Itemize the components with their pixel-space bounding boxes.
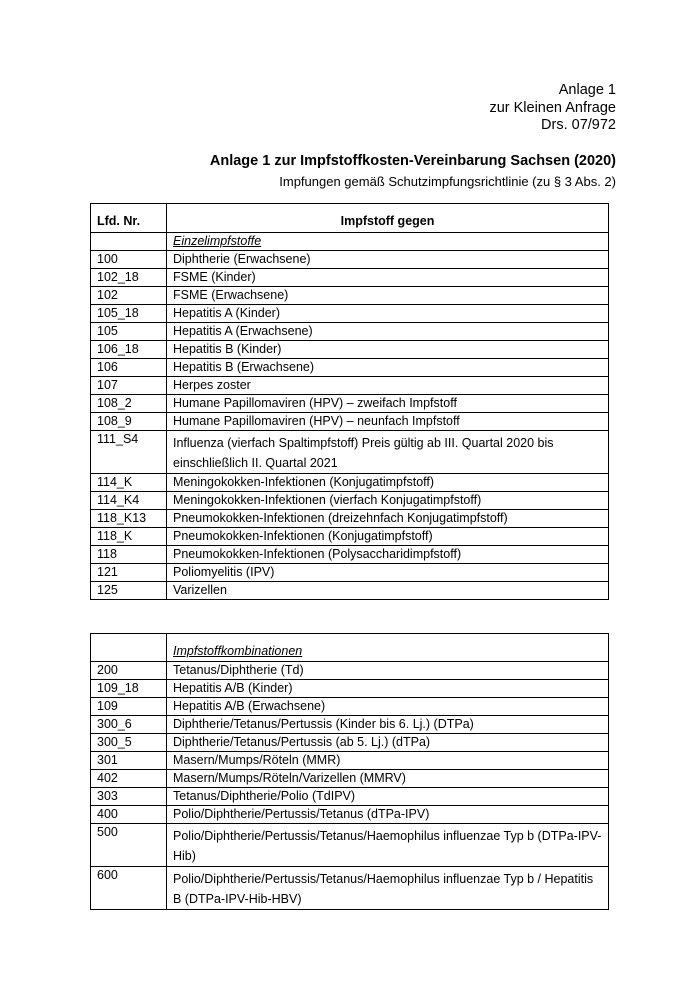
row-impfstoff: Hepatitis A (Kinder) bbox=[167, 305, 609, 323]
table-row bbox=[91, 431, 609, 474]
table-row bbox=[91, 824, 609, 867]
row-impfstoff: Meningokokken-Infektionen (Konjugatimpfstoff) bbox=[167, 474, 609, 492]
row-lfd-nr: 114_K4 bbox=[91, 492, 167, 510]
table-row bbox=[91, 287, 609, 305]
table-row bbox=[91, 377, 609, 395]
row-impfstoff: Meningokokken-Infektionen (vierfach Konjugatimpfstoff) bbox=[167, 492, 609, 510]
row-impfstoff: Masern/Mumps/Röteln (MMR) bbox=[167, 752, 609, 770]
row-impfstoff: Masern/Mumps/Röteln/Varizellen (MMRV) bbox=[167, 770, 609, 788]
row-impfstoff: Pneumokokken-Infektionen (Polysaccharidimpfstoff) bbox=[167, 546, 609, 564]
table-row bbox=[91, 341, 609, 359]
row-lfd-nr: 108_9 bbox=[91, 413, 167, 431]
row-impfstoff: Diphtherie (Erwachsene) bbox=[167, 251, 609, 269]
table-row bbox=[91, 752, 609, 770]
annex-line-1: Anlage 1 bbox=[558, 82, 616, 98]
row-impfstoff: Varizellen bbox=[167, 582, 609, 600]
row-impfstoff: Tetanus/Diphtherie (Td) bbox=[167, 662, 609, 680]
row-impfstoff: Hepatitis B (Kinder) bbox=[167, 341, 609, 359]
header-lfd-nr: Lfd. Nr. bbox=[91, 204, 167, 233]
row-impfstoff: Herpes zoster bbox=[167, 377, 609, 395]
document-title: Anlage 1 zur Impfstoffkosten-Vereinbarung Sachsen (2020) bbox=[209, 153, 616, 169]
row-impfstoff: FSME (Erwachsene) bbox=[167, 287, 609, 305]
table-row bbox=[91, 528, 609, 546]
table-row bbox=[91, 474, 609, 492]
row-lfd-nr: 600 bbox=[91, 867, 167, 910]
section-row bbox=[91, 634, 609, 662]
row-lfd-nr: 105 bbox=[91, 323, 167, 341]
row-lfd-nr: 118_K bbox=[91, 528, 167, 546]
table-row bbox=[91, 770, 609, 788]
table-row bbox=[91, 305, 609, 323]
table-row bbox=[91, 546, 609, 564]
table-row bbox=[91, 269, 609, 287]
row-lfd-nr: 118 bbox=[91, 546, 167, 564]
table-row bbox=[91, 359, 609, 377]
table-row bbox=[91, 564, 609, 582]
table-header-row bbox=[91, 204, 609, 233]
section-row bbox=[91, 233, 609, 251]
row-lfd-nr: 102 bbox=[91, 287, 167, 305]
table-row bbox=[91, 251, 609, 269]
row-lfd-nr: 200 bbox=[91, 662, 167, 680]
row-lfd-nr: 300_6 bbox=[91, 716, 167, 734]
combination-vaccines-table bbox=[90, 633, 609, 910]
table-row bbox=[91, 582, 609, 600]
row-impfstoff: Poliomyelitis (IPV) bbox=[167, 564, 609, 582]
row-lfd-nr: 301 bbox=[91, 752, 167, 770]
row-impfstoff: Diphtherie/Tetanus/Pertussis (Kinder bis 6. Lj.) (DTPa) bbox=[167, 716, 609, 734]
row-impfstoff: FSME (Kinder) bbox=[167, 269, 609, 287]
table-row bbox=[91, 662, 609, 680]
section-title-einzelimpfstoffe: Einzelimpfstoffe bbox=[167, 233, 609, 251]
row-impfstoff: Hepatitis A/B (Erwachsene) bbox=[167, 698, 609, 716]
row-lfd-nr: 300_5 bbox=[91, 734, 167, 752]
table-row bbox=[91, 734, 609, 752]
row-impfstoff: Tetanus/Diphtherie/Polio (TdIPV) bbox=[167, 788, 609, 806]
table-row bbox=[91, 680, 609, 698]
annex-line-2: zur Kleinen Anfrage bbox=[489, 99, 616, 116]
annex-reference bbox=[489, 82, 616, 135]
row-lfd-nr: 108_2 bbox=[91, 395, 167, 413]
table-row bbox=[91, 395, 609, 413]
row-lfd-nr: 114_K bbox=[91, 474, 167, 492]
row-impfstoff: Hepatitis A/B (Kinder) bbox=[167, 680, 609, 698]
table-row bbox=[91, 492, 609, 510]
row-impfstoff: Pneumokokken-Infektionen (dreizehnfach Konjugatimpfstoff) bbox=[167, 510, 609, 528]
section-title-impfstoffkombinationen: Impfstoffkombinationen bbox=[167, 634, 609, 662]
table-row bbox=[91, 716, 609, 734]
row-impfstoff: Humane Papillomaviren (HPV) – zweifach Impfstoff bbox=[167, 395, 609, 413]
row-impfstoff-text: Influenza (vierfach Spaltimpfstoff) Preis gültig ab III. Quartal 2020 bis einschließlich II. Quartal 2021 bbox=[173, 436, 554, 470]
row-impfstoff-text: Polio/Diphtherie/Pertussis/Tetanus/Haemophilus influenzae Typ b (DTPa-IPV-Hib) bbox=[173, 829, 602, 863]
row-impfstoff: Humane Papillomaviren (HPV) – neunfach Impfstoff bbox=[167, 413, 609, 431]
row-lfd-nr: 105_18 bbox=[91, 305, 167, 323]
row-lfd-nr: 106_18 bbox=[91, 341, 167, 359]
row-lfd-nr: 107 bbox=[91, 377, 167, 395]
row-lfd-nr: 121 bbox=[91, 564, 167, 582]
row-lfd-nr: 106 bbox=[91, 359, 167, 377]
row-lfd-nr: 402 bbox=[91, 770, 167, 788]
table-row bbox=[91, 510, 609, 528]
table-row bbox=[91, 698, 609, 716]
table-row bbox=[91, 323, 609, 341]
row-lfd-nr: 500 bbox=[91, 824, 167, 867]
row-impfstoff bbox=[167, 824, 609, 867]
table-row bbox=[91, 867, 609, 910]
row-lfd-nr: 102_18 bbox=[91, 269, 167, 287]
row-lfd-nr: 118_K13 bbox=[91, 510, 167, 528]
row-impfstoff: Diphtherie/Tetanus/Pertussis (ab 5. Lj.) (dTPa) bbox=[167, 734, 609, 752]
annex-line-3: Drs. 07/972 bbox=[541, 117, 616, 133]
row-lfd-nr: 125 bbox=[91, 582, 167, 600]
row-impfstoff: Pneumokokken-Infektionen (Konjugatimpfstoff) bbox=[167, 528, 609, 546]
row-impfstoff bbox=[167, 431, 609, 474]
row-impfstoff: Polio/Diphtherie/Pertussis/Tetanus (dTPa-IPV) bbox=[167, 806, 609, 824]
row-lfd-nr: 111_S4 bbox=[91, 431, 167, 474]
header-impfstoff-gegen: Impfstoff gegen bbox=[167, 204, 609, 233]
row-lfd-nr: 303 bbox=[91, 788, 167, 806]
single-vaccines-table bbox=[90, 203, 609, 600]
row-lfd-nr: 109 bbox=[91, 698, 167, 716]
row-lfd-nr: 400 bbox=[91, 806, 167, 824]
row-impfstoff bbox=[167, 867, 609, 910]
row-impfstoff-text: Polio/Diphtherie/Pertussis/Tetanus/Haemophilus influenzae Typ b / Hepatitis B (DTPa-IPV-Hib-HBV) bbox=[173, 872, 594, 906]
table-row bbox=[91, 788, 609, 806]
table-row bbox=[91, 806, 609, 824]
document-subtitle: Impfungen gemäß Schutzimpfungsrichtlinie (zu § 3 Abs. 2) bbox=[279, 174, 616, 189]
table-row bbox=[91, 413, 609, 431]
row-impfstoff: Hepatitis A (Erwachsene) bbox=[167, 323, 609, 341]
row-lfd-nr: 100 bbox=[91, 251, 167, 269]
row-lfd-nr: 109_18 bbox=[91, 680, 167, 698]
row-impfstoff: Hepatitis B (Erwachsene) bbox=[167, 359, 609, 377]
